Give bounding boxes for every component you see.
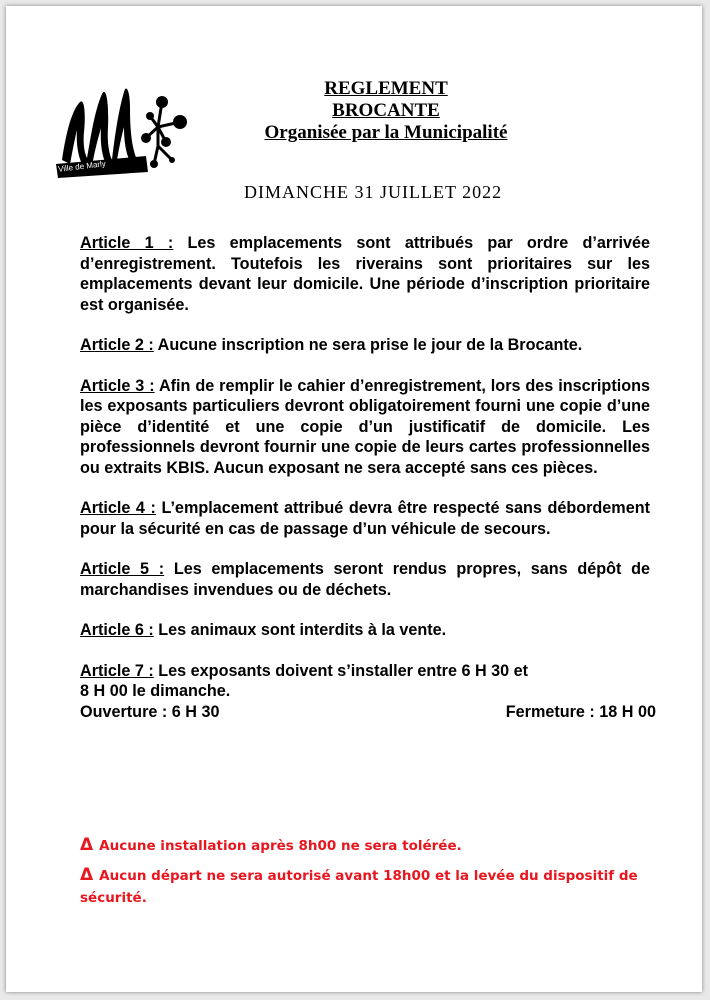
warning-item bbox=[80, 864, 680, 909]
article-5 bbox=[80, 559, 650, 600]
warning-item bbox=[80, 834, 680, 857]
opening-time: Ouverture : 6 H 30 bbox=[80, 702, 220, 721]
article-label: Article 2 : bbox=[80, 336, 154, 354]
article-text: Les emplacements seront rendus propres, sans dépôt de marchandises invendues ou de déchets. bbox=[80, 560, 650, 599]
warning-text: Aucun départ ne sera autorisé avant 18h00 et la levée du dispositif de sécurité. bbox=[80, 868, 638, 906]
article-label: Article 1 : bbox=[80, 234, 174, 252]
article-text: Les exposants doivent s’installer entre 6 H 30 et bbox=[153, 661, 529, 680]
document-header bbox=[236, 78, 536, 144]
article-label: Article 7 : bbox=[80, 661, 154, 680]
article-2 bbox=[80, 335, 650, 356]
article-label: Article 3 : bbox=[80, 376, 155, 395]
logo-caption: Ville de Marly bbox=[57, 159, 107, 174]
warning-delta-icon: Δ bbox=[80, 835, 94, 855]
warnings-list bbox=[80, 834, 680, 916]
opening-hours bbox=[80, 702, 656, 723]
article-text-line2: 8 H 00 le dimanche. bbox=[80, 682, 231, 700]
article-label: Article 5 : bbox=[80, 560, 165, 578]
title-brocante: BROCANTE bbox=[332, 100, 440, 121]
article-3 bbox=[80, 376, 650, 479]
title-reglement: REGLEMENT bbox=[324, 78, 448, 99]
subtitle-organizer: Organisée par la Municipalité bbox=[264, 122, 508, 143]
document-page bbox=[6, 6, 702, 992]
articles-list bbox=[80, 233, 656, 742]
warning-text: Aucune installation après 8h00 ne sera tolérée. bbox=[99, 838, 462, 854]
warning-delta-icon: Δ bbox=[80, 865, 94, 885]
closing-time: Fermeture : 18 H 00 bbox=[505, 702, 656, 721]
article-6 bbox=[80, 620, 650, 641]
article-4 bbox=[80, 498, 650, 539]
article-label: Article 6 : bbox=[80, 621, 154, 639]
article-7 bbox=[80, 661, 656, 723]
event-date: DIMANCHE 31 JUILLET 2022 bbox=[244, 182, 503, 202]
article-label: Article 4 : bbox=[80, 499, 156, 517]
article-text: Afin de remplir le cahier d’enregistrement, lors des inscriptions les exposants particuliers devront obligatoirement fourni une copie d’une pièce d’identité et une copie d’un justificatif de domicile. Les professionnels devront fournir une copie de leurs cartes professionnelles ou extraits KBIS. Aucun exposant ne sera accepté sans ces pièces. bbox=[80, 376, 650, 477]
article-text: Aucune inscription ne sera prise le jour de la Brocante. bbox=[153, 336, 583, 354]
article-text: Les emplacements sont attribués par ordre d’arrivée d’enregistrement. Toutefois les riverains sont prioritaires sur les emplacements devant leur domicile. Une période d’inscription prioritaire est organisée. bbox=[80, 234, 650, 314]
article-1 bbox=[80, 233, 650, 315]
article-text: Les animaux sont interdits à la vente. bbox=[153, 621, 447, 639]
article-text: L’emplacement attribué devra être respecté sans débordement pour la sécurité en cas de passage d’un véhicule de secours. bbox=[80, 499, 650, 538]
